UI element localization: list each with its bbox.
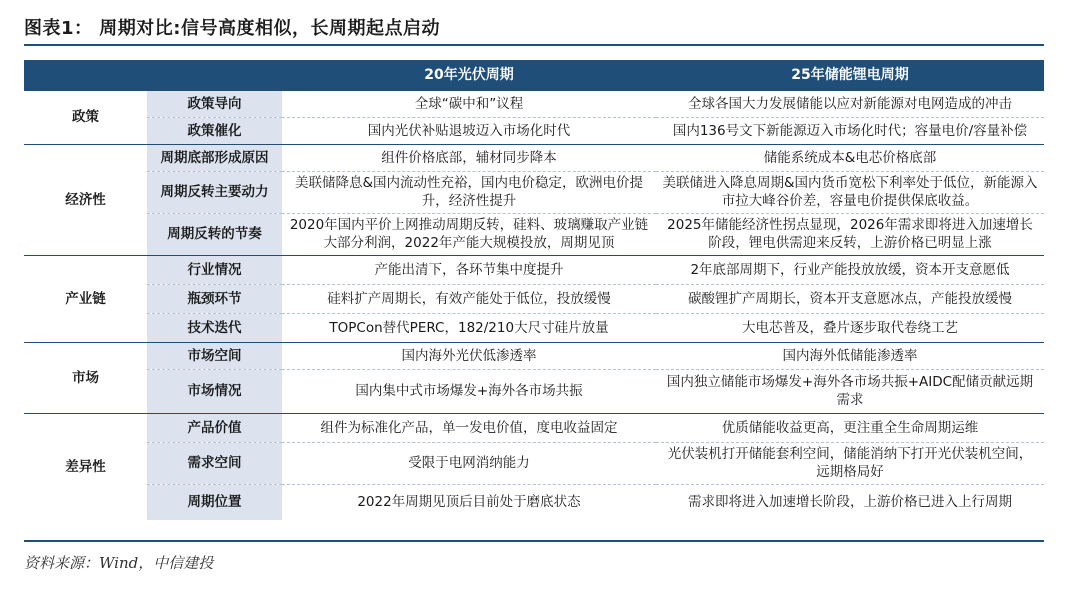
row-label: 政策催化 xyxy=(147,117,282,144)
row-label: 周期位置 xyxy=(147,484,282,520)
pv-cell: 国内光伏补贴退坡迈入市场化时代 xyxy=(282,117,656,144)
pv-cell: 硅料扩产周期长，有效产能处于低位，投放缓慢 xyxy=(282,284,656,313)
row-label: 市场空间 xyxy=(147,342,282,369)
table-row xyxy=(24,484,1044,520)
row-label: 行业情况 xyxy=(147,255,282,284)
table-row xyxy=(24,255,1044,284)
pv-cell: 全球“碳中和”议程 xyxy=(282,90,656,117)
figure-title: 图表1： 周期对比:信号高度相似，长周期起点启动 xyxy=(24,18,440,39)
category-policy: 政策 xyxy=(24,90,147,144)
pv-cell: 组件为标准化产品，单一发电价值，度电收益固定 xyxy=(282,413,656,442)
table-row xyxy=(24,369,1044,413)
table-row xyxy=(24,144,1044,171)
row-label: 需求空间 xyxy=(147,442,282,484)
category-market: 市场 xyxy=(24,342,147,413)
pv-cell: 美联储降息&国内流动性充裕，国内电价稳定，欧洲电价提升，经济性提升 xyxy=(282,171,656,213)
storage-cell: 全球各国大力发展储能以应对新能源对电网造成的冲击 xyxy=(656,90,1044,117)
row-label: 周期底部形成原因 xyxy=(147,144,282,171)
pv-cell: 2022年周期见顶后目前处于磨底状态 xyxy=(282,484,656,520)
row-label: 技术迭代 xyxy=(147,313,282,342)
table-row xyxy=(24,171,1044,213)
row-label: 产品价值 xyxy=(147,413,282,442)
storage-cell: 国内独立储能市场爆发+海外各市场共振+AIDC配储贡献远期需求 xyxy=(656,369,1044,413)
pv-cell: TOPCon替代PERC，182/210大尺寸硅片放量 xyxy=(282,313,656,342)
storage-cell: 2025年储能经济性拐点显现，2026年需求即将进入加速增长阶段，锂电供需迎来反转，上游价格已明显上涨 xyxy=(656,213,1044,255)
pv-cell: 国内海外光伏低渗透率 xyxy=(282,342,656,369)
table-header-row xyxy=(24,60,1044,90)
storage-cell: 碳酸锂扩产周期长，资本开支意愿冰点，产能投放缓慢 xyxy=(656,284,1044,313)
header-blank-2 xyxy=(147,60,282,90)
table-row xyxy=(24,90,1044,117)
category-economics: 经济性 xyxy=(24,144,147,255)
storage-cell: 优质储能收益更高，更注重全生命周期运维 xyxy=(656,413,1044,442)
table-row xyxy=(24,442,1044,484)
row-label: 市场情况 xyxy=(147,369,282,413)
header-blank-1 xyxy=(24,60,147,90)
table-row xyxy=(24,413,1044,442)
header-pv-cycle: 20年光伏周期 xyxy=(282,60,656,90)
header-storage-cycle: 25年储能锂电周期 xyxy=(656,60,1044,90)
storage-cell: 储能系统成本&电芯价格底部 xyxy=(656,144,1044,171)
comparison-table xyxy=(24,60,1044,520)
table-row xyxy=(24,313,1044,342)
row-label: 政策导向 xyxy=(147,90,282,117)
storage-cell: 需求即将进入加速增长阶段，上游价格已进入上行周期 xyxy=(656,484,1044,520)
table-row xyxy=(24,284,1044,313)
pv-cell: 2020年国内平价上网推动周期反转，硅料、玻璃赚取产业链大部分利润，2022年产能大规模投放，周期见顶 xyxy=(282,213,656,255)
table-row xyxy=(24,117,1044,144)
table-row xyxy=(24,213,1044,255)
title-rule xyxy=(24,44,1044,46)
row-label: 周期反转主要动力 xyxy=(147,171,282,213)
source-note: 资料来源：Wind，中信建投 xyxy=(24,554,214,572)
pv-cell: 国内集中式市场爆发+海外各市场共振 xyxy=(282,369,656,413)
table-row xyxy=(24,342,1044,369)
storage-cell: 国内136号文下新能源迈入市场化时代；容量电价/容量补偿 xyxy=(656,117,1044,144)
storage-cell: 光伏装机打开储能套利空间，储能消纳下打开光伏装机空间，远期格局好 xyxy=(656,442,1044,484)
storage-cell: 美联储进入降息周期&国内货币宽松下利率处于低位，新能源入市拉大峰谷价差，容量电价提供保底收益。 xyxy=(656,171,1044,213)
storage-cell: 大电芯普及，叠片逐步取代卷绕工艺 xyxy=(656,313,1044,342)
storage-cell: 2年底部周期下，行业产能投放放缓，资本开支意愿低 xyxy=(656,255,1044,284)
row-label: 瓶颈环节 xyxy=(147,284,282,313)
row-label: 周期反转的节奏 xyxy=(147,213,282,255)
category-differences: 差异性 xyxy=(24,413,147,520)
storage-cell: 国内海外低储能渗透率 xyxy=(656,342,1044,369)
pv-cell: 组件价格底部，辅材同步降本 xyxy=(282,144,656,171)
pv-cell: 产能出清下，各环节集中度提升 xyxy=(282,255,656,284)
category-industry-chain: 产业链 xyxy=(24,255,147,342)
bottom-rule xyxy=(24,540,1044,542)
pv-cell: 受限于电网消纳能力 xyxy=(282,442,656,484)
